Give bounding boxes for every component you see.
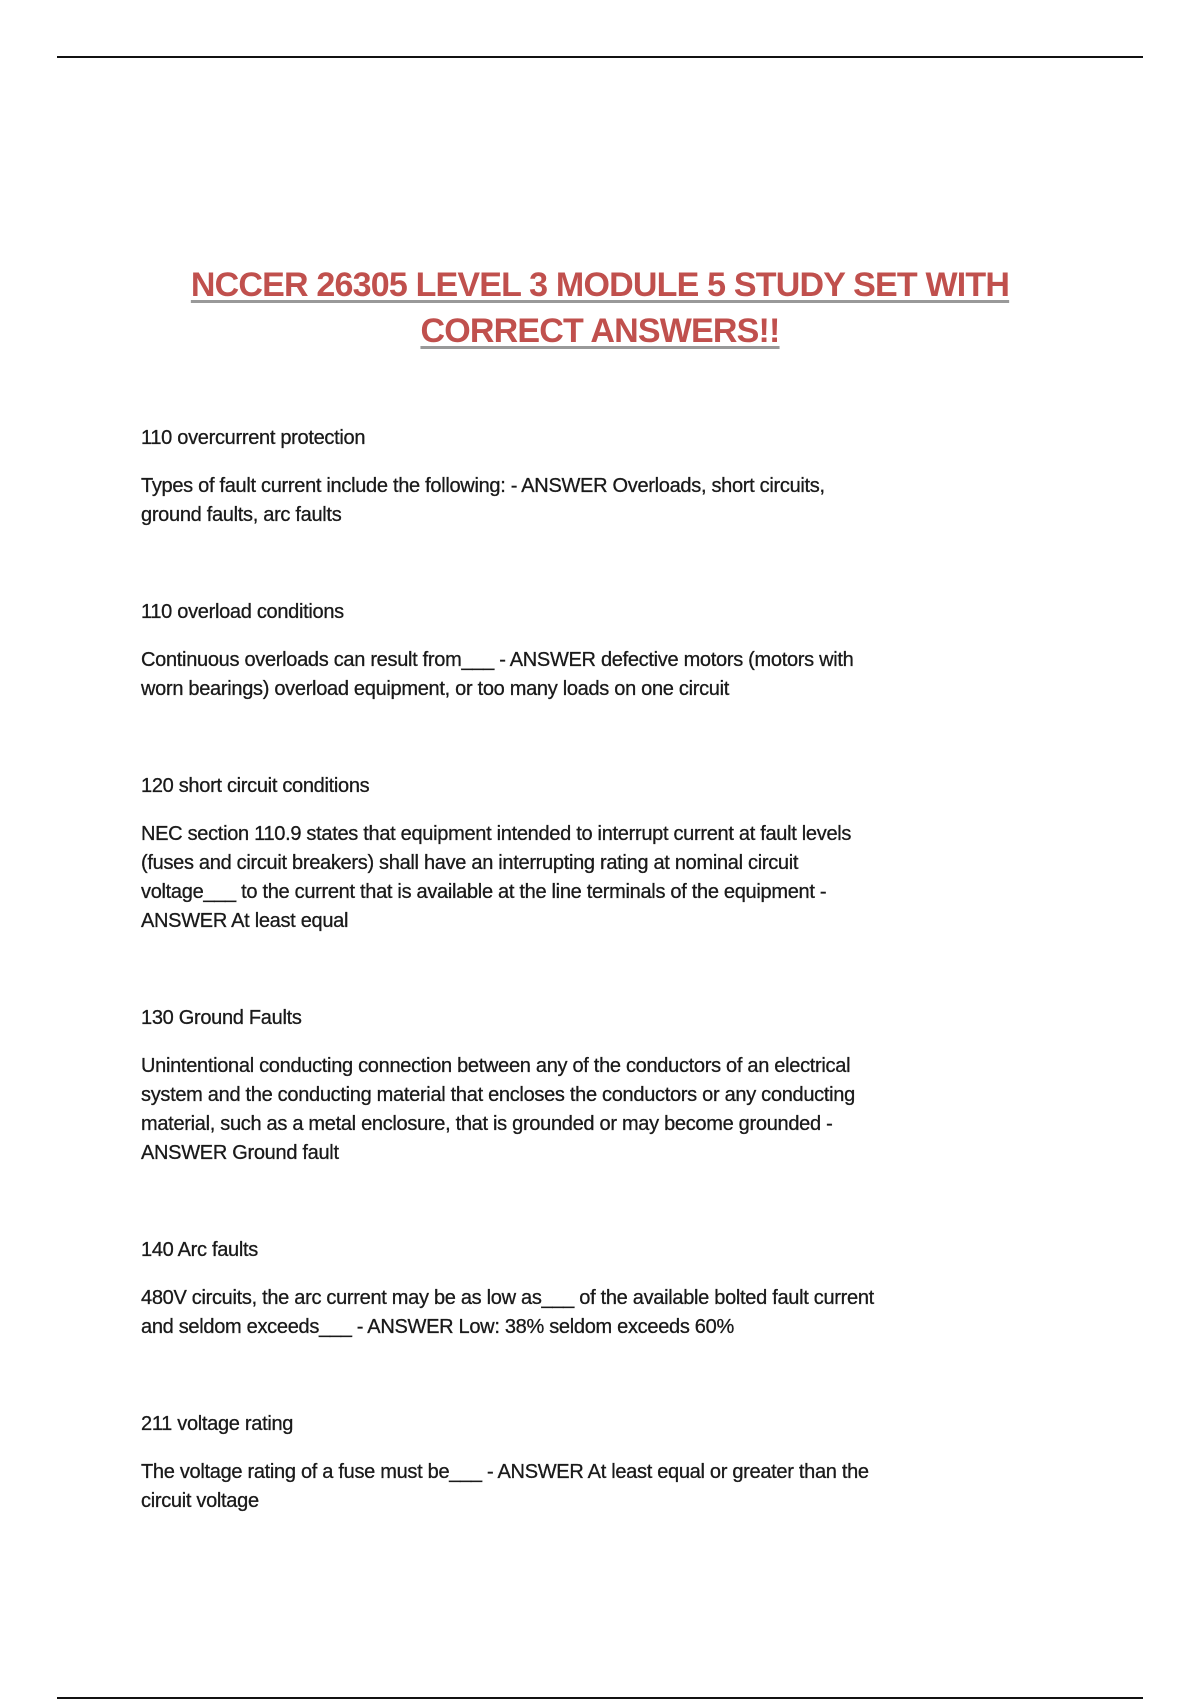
body-line: ANSWER At least equal [141, 910, 349, 932]
section-heading: 211 voltage rating [141, 1413, 294, 1435]
section-heading: 140 Arc faults [141, 1239, 258, 1261]
qa-section [141, 1236, 1101, 1342]
body-line: Unintentional conducting connection between any of the conductors of an electrical [141, 1055, 851, 1077]
body-line: material, such as a metal enclosure, that is grounded or may become grounded - [141, 1113, 833, 1135]
title-text-2: CORRECT ANSWERS!! [420, 312, 780, 350]
body-line: (fuses and circuit breakers) shall have an interrupting rating at nominal circuit [141, 852, 799, 874]
body-line: system and the conducting material that encloses the conductors or any conducting [141, 1084, 855, 1106]
qa-section [141, 1410, 1101, 1516]
body-line: ANSWER Ground fault [141, 1142, 339, 1164]
document-title-line-1 [0, 266, 1200, 305]
section-body [141, 646, 1101, 704]
body-line: Types of fault current include the following: - ANSWER Overloads, short circuits, [141, 475, 825, 497]
body-line: ground faults, arc faults [141, 504, 342, 526]
section-body [141, 820, 1101, 936]
top-rule [57, 56, 1143, 58]
body-line: and seldom exceeds___ - ANSWER Low: 38% seldom exceeds 60% [141, 1316, 734, 1338]
body-line: voltage___ to the current that is available at the line terminals of the equipment - [141, 881, 827, 903]
qa-section [141, 772, 1101, 936]
section-heading: 110 overload conditions [141, 601, 344, 623]
section-body [141, 1284, 1101, 1342]
section-body [141, 1458, 1101, 1516]
body-line: circuit voltage [141, 1490, 259, 1512]
qa-section [141, 598, 1101, 704]
body-line: The voltage rating of a fuse must be___ - ANSWER At least equal or greater than the [141, 1461, 869, 1483]
title-text-1: NCCER 26305 LEVEL 3 MODULE 5 STUDY SET WITH [190, 266, 1010, 304]
body-line: 480V circuits, the arc current may be as low as___ of the available bolted fault current [141, 1287, 874, 1309]
body-line: worn bearings) overload equipment, or too many loads on one circuit [141, 678, 730, 700]
section-heading: 110 overcurrent protection [141, 427, 366, 449]
qa-section [141, 424, 1101, 530]
document-title-line-2 [0, 312, 1200, 351]
qa-section [141, 1004, 1101, 1168]
section-heading: 120 short circuit conditions [141, 775, 370, 797]
section-body [141, 1052, 1101, 1168]
bottom-rule [57, 1697, 1143, 1699]
section-body [141, 472, 1101, 530]
body-line: NEC section 110.9 states that equipment intended to interrupt current at fault levels [141, 823, 852, 845]
body-line: Continuous overloads can result from___ - ANSWER defective motors (motors with [141, 649, 854, 671]
section-heading: 130 Ground Faults [141, 1007, 302, 1029]
